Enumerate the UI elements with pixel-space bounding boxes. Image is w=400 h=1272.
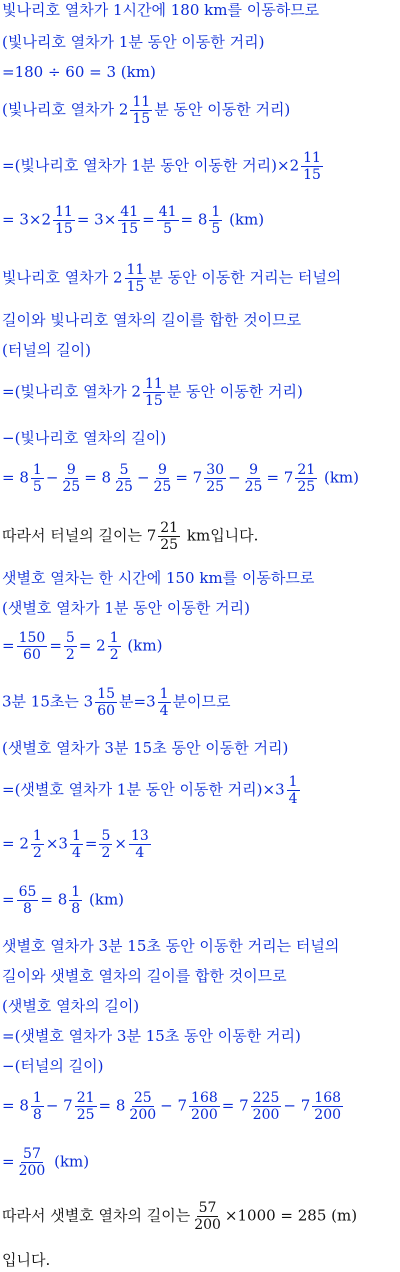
denominator: 200: [314, 1107, 342, 1123]
fraction: [113, 462, 135, 495]
numerator: 41: [120, 204, 139, 220]
text: 따라서 터널의 길이는 7: [2, 526, 157, 545]
fraction: [243, 462, 265, 495]
numerator: 30: [206, 462, 225, 478]
text: 길이와 빛나리호 열차의 길이를 합한 것이므로: [2, 311, 302, 329]
denominator: 4: [71, 845, 81, 861]
numerator: 150: [18, 630, 46, 646]
text: = 3×2: [2, 210, 51, 229]
text: km입니다.: [186, 526, 259, 545]
text: (km): [323, 468, 359, 487]
numerator: 21: [160, 520, 179, 536]
text: = 7: [221, 1096, 249, 1115]
equation-line: [2, 428, 166, 448]
text: =: [2, 636, 15, 655]
numerator: 41: [158, 204, 177, 220]
text: 따라서 샛별호 열차의 길이는: [2, 1206, 191, 1225]
text: (km): [54, 1152, 90, 1171]
denominator: 200: [18, 1163, 46, 1179]
equation-line: [2, 884, 124, 917]
fraction: [31, 828, 44, 861]
denominator: 15: [126, 279, 145, 295]
text: = 2: [2, 834, 29, 853]
denominator: 8: [23, 901, 32, 917]
denominator: 25: [115, 479, 133, 495]
text: (km): [229, 210, 265, 229]
denominator: 25: [160, 537, 179, 553]
denominator: 200: [129, 1107, 157, 1123]
text: = 7: [266, 468, 294, 487]
fraction: [17, 884, 39, 917]
numerator: 65: [18, 884, 37, 900]
denominator: 4: [135, 845, 145, 861]
equation-line: [2, 150, 325, 183]
fraction: [60, 462, 82, 495]
equation-line: [2, 828, 153, 861]
fraction: [99, 828, 112, 861]
text-line: [2, 340, 91, 360]
denominator: 200: [191, 1107, 218, 1123]
fraction: [209, 204, 222, 237]
text: 입니다.: [2, 1251, 51, 1269]
fraction: [143, 376, 165, 409]
text-line: [2, 996, 139, 1016]
fraction: [295, 462, 317, 495]
text: 길이와 샛별호 열차의 길이를 합한 것이므로: [2, 967, 287, 985]
fraction: [157, 204, 179, 237]
numerator: 1: [211, 204, 221, 220]
fraction: [204, 462, 226, 495]
numerator: 1: [71, 884, 81, 900]
numerator: 5: [119, 462, 129, 478]
fraction: [17, 1146, 48, 1179]
fraction: [70, 828, 83, 861]
fraction: [69, 884, 82, 917]
text: =: [2, 890, 15, 909]
numerator: 11: [126, 262, 145, 278]
text: ×3: [45, 834, 68, 853]
fraction: [312, 1090, 343, 1123]
text: (빛나리호 열차가 1분 동안 이동한 거리): [2, 33, 265, 51]
text: =: [84, 834, 98, 853]
equation-line: [2, 1090, 345, 1123]
denominator: 25: [62, 479, 81, 495]
text: 샛별호 열차가 3분 15초 동안 이동한 거리는 터널의: [2, 937, 340, 955]
fraction: [158, 686, 171, 719]
fraction: [64, 630, 77, 663]
text: ×1000 = 285 (m): [224, 1206, 358, 1225]
text-line: [2, 966, 287, 986]
text: (샛별호 열차가 3분 15초 동안 이동한 거리): [2, 739, 289, 757]
text: =: [2, 1152, 15, 1171]
text: − 7: [160, 1096, 188, 1115]
denominator: 15: [120, 221, 139, 237]
numerator: 1: [71, 828, 81, 844]
fraction: [129, 828, 151, 861]
text: 분 동안 이동한 거리): [154, 100, 291, 119]
equation-line: [2, 1056, 104, 1076]
text-line: [2, 32, 264, 52]
text-line: [2, 1250, 50, 1270]
equation-line: [2, 204, 264, 237]
text-line: [2, 936, 339, 956]
numerator: 13: [130, 828, 149, 844]
denominator: 25: [244, 479, 263, 495]
numerator: 57: [23, 1146, 41, 1162]
fraction: [125, 262, 147, 295]
fraction: [75, 1090, 97, 1123]
numerator: 1: [159, 686, 169, 702]
equation-line: [2, 376, 303, 409]
text: = 8: [2, 468, 29, 487]
text: 3분 15초는 3: [2, 692, 94, 711]
text: (샛별호 열차의 길이): [2, 997, 140, 1015]
fraction: [17, 630, 48, 663]
text: =180 ÷ 60 = 3 (km): [2, 63, 156, 81]
denominator: 15: [55, 221, 73, 237]
text-line: [2, 568, 314, 588]
denominator: 2: [65, 647, 75, 663]
fraction: [108, 630, 121, 663]
text-line: [2, 520, 258, 553]
text: 빛나리호 열차가 2: [2, 268, 123, 287]
equation-line: [2, 630, 162, 663]
text: =: [142, 210, 155, 229]
numerator: 1: [32, 828, 42, 844]
text: 분 동안 이동한 거리는 터널의: [148, 268, 342, 287]
text-line: [2, 598, 250, 618]
text: =(샛별호 열차가 3분 15초 동안 이동한 거리): [2, 1027, 301, 1045]
denominator: 4: [159, 703, 169, 719]
numerator: 5: [65, 630, 75, 646]
text: 분=3: [119, 692, 156, 711]
numerator: 57: [198, 1200, 217, 1216]
numerator: 11: [303, 150, 321, 166]
equation-line: [2, 1026, 301, 1046]
fraction: [95, 686, 117, 719]
text: =: [49, 636, 62, 655]
text-line: [2, 94, 290, 127]
text-line: [2, 262, 341, 295]
denominator: 200: [194, 1217, 221, 1233]
text: = 7: [175, 468, 203, 487]
denominator: 8: [71, 901, 81, 917]
numerator: 15: [97, 686, 116, 702]
denominator: 2: [109, 647, 119, 663]
text: − 7: [45, 1096, 73, 1115]
denominator: 2: [101, 845, 111, 861]
fraction: [31, 462, 44, 495]
denominator: 25: [206, 479, 225, 495]
equation-line: [2, 462, 359, 495]
denominator: 15: [144, 393, 163, 409]
denominator: 4: [288, 791, 298, 807]
numerator: 11: [55, 204, 73, 220]
numerator: 25: [133, 1090, 152, 1106]
text: −: [45, 468, 59, 487]
text: 빛나리호 열차가 1시간에 180 km를 이동하므로: [2, 1, 320, 19]
text: = 8: [84, 468, 112, 487]
denominator: 5: [211, 221, 221, 237]
fraction: [158, 520, 180, 553]
denominator: 25: [76, 1107, 95, 1123]
fraction: [189, 1090, 220, 1123]
numerator: 168: [191, 1090, 218, 1106]
numerator: 1: [32, 462, 42, 478]
fraction: [127, 1090, 158, 1123]
numerator: 1: [32, 1090, 42, 1106]
text: −: [136, 468, 150, 487]
text-line: [2, 0, 319, 20]
text: − 7: [283, 1096, 311, 1115]
text: = 8: [180, 210, 208, 229]
numerator: 11: [132, 94, 151, 110]
equation-line: [2, 774, 302, 807]
text: 분 동안 이동한 거리): [166, 382, 303, 401]
denominator: 2: [32, 845, 42, 861]
text: = 3×: [76, 210, 117, 229]
numerator: 1: [109, 630, 119, 646]
text: =(샛별호 열차가 1분 동안 이동한 거리)×3: [2, 780, 285, 799]
fraction: [152, 462, 174, 495]
text: −: [228, 468, 241, 487]
numerator: 1: [288, 774, 298, 790]
fraction: [118, 204, 140, 237]
text: =(빛나리호 열차가 2: [2, 382, 141, 401]
text: = 8: [2, 1096, 29, 1115]
fraction: [251, 1090, 282, 1123]
text: 샛별호 열차는 한 시간에 150 km를 이동하므로: [2, 569, 315, 587]
equation-line: [2, 686, 231, 719]
numerator: 21: [297, 462, 316, 478]
denominator: 15: [303, 167, 321, 183]
equation-line: [2, 62, 156, 82]
denominator: 60: [23, 647, 41, 663]
text: ×: [114, 834, 127, 853]
text: (터널의 길이): [2, 341, 91, 359]
numerator: 9: [66, 462, 76, 478]
text: −(빛나리호 열차의 길이): [2, 429, 167, 447]
text: (km): [127, 636, 163, 655]
denominator: 60: [97, 703, 116, 719]
text-line: [2, 1200, 357, 1233]
text: (빛나리호 열차가 2: [2, 100, 129, 119]
denominator: 5: [32, 479, 42, 495]
text: = 2: [78, 636, 106, 655]
text: (km): [89, 890, 125, 909]
numerator: 5: [101, 828, 111, 844]
text: 분이므로: [172, 692, 231, 711]
numerator: 9: [249, 462, 259, 478]
text: = 8: [40, 890, 68, 909]
text: −(터널의 길이): [2, 1057, 104, 1075]
equation-line: [2, 1146, 89, 1179]
fraction: [31, 1090, 44, 1123]
text-line: [2, 310, 301, 330]
denominator: 25: [153, 479, 172, 495]
numerator: 225: [252, 1090, 280, 1106]
numerator: 168: [314, 1090, 342, 1106]
fraction: [53, 204, 75, 237]
denominator: 15: [132, 111, 151, 127]
denominator: 200: [252, 1107, 280, 1123]
text: =(빛나리호 열차가 1분 동안 이동한 거리)×2: [2, 156, 300, 175]
fraction: [301, 150, 323, 183]
denominator: 25: [297, 479, 316, 495]
text: (샛별호 열차가 1분 동안 이동한 거리): [2, 599, 250, 617]
fraction: [192, 1200, 223, 1233]
numerator: 9: [157, 462, 167, 478]
text: = 8: [98, 1096, 126, 1115]
fraction: [287, 774, 300, 807]
fraction: [130, 94, 152, 127]
denominator: 8: [32, 1107, 42, 1123]
denominator: 5: [163, 221, 173, 237]
text-line: [2, 738, 288, 758]
numerator: 21: [76, 1090, 95, 1106]
numerator: 11: [144, 376, 163, 392]
